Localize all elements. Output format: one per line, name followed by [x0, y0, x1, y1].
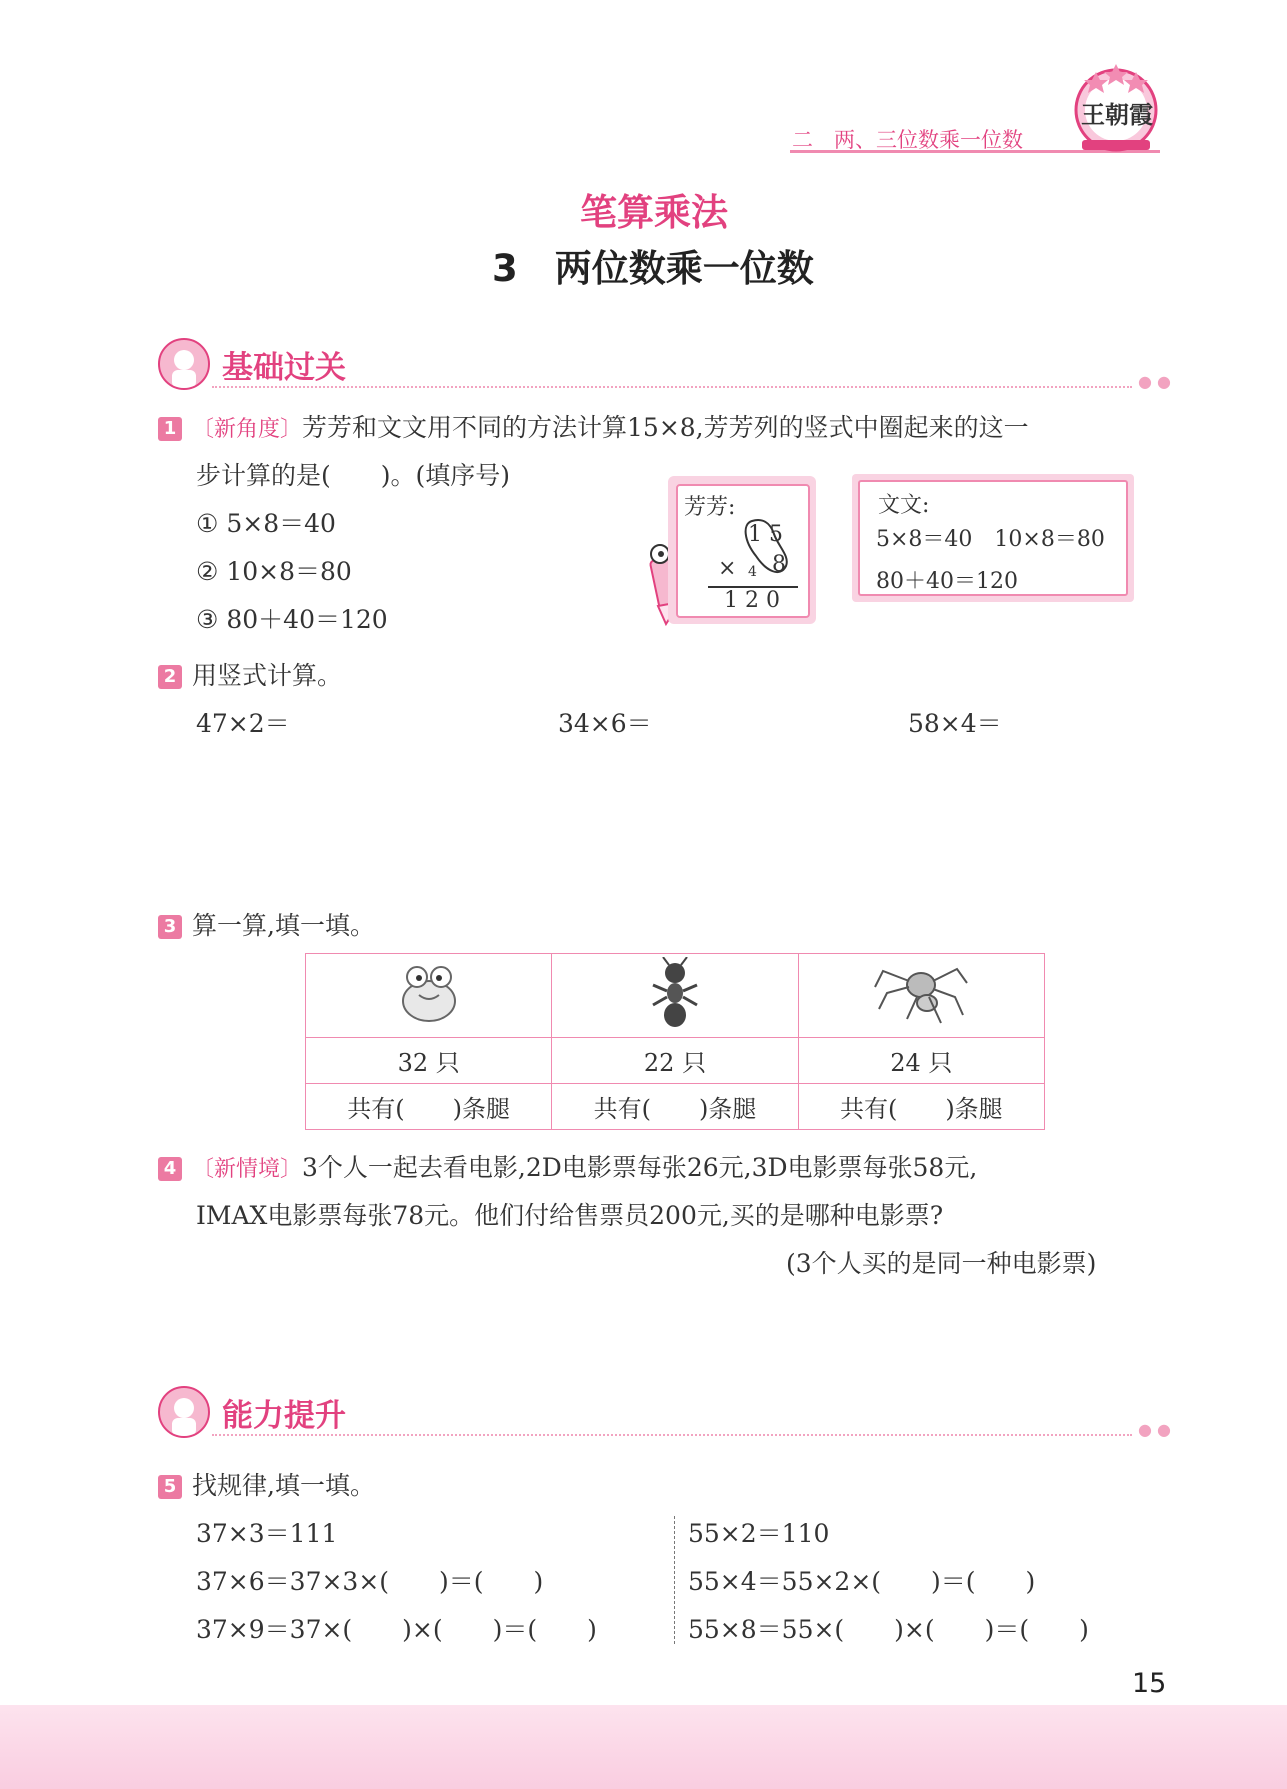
q1-option-2: ② 10×8＝80	[196, 557, 352, 586]
q2-badge: 2	[158, 665, 182, 689]
q4-note: (3个人买的是同一种电影票)	[786, 1249, 1097, 1278]
dots-icon: ● ●	[1138, 372, 1172, 391]
q1-option-3: ③ 80＋40＝120	[196, 605, 388, 634]
dots-icon-2: ● ●	[1138, 1420, 1172, 1439]
fangfang-top-digits: 1 5	[748, 522, 783, 547]
page-number: 15	[1132, 1668, 1167, 1699]
spider-cell	[798, 954, 1044, 1038]
bottom-band	[0, 1705, 1287, 1789]
q1-tag: 〔新角度〕	[192, 417, 303, 442]
count-spider: 24 只	[798, 1038, 1044, 1084]
q4-tag: 〔新情境〕	[192, 1157, 303, 1182]
frog-cell	[306, 954, 552, 1038]
q2-heading	[158, 656, 342, 692]
brand-name: 王朝霞	[1081, 100, 1153, 129]
q2-item-3: 58×4＝	[908, 709, 1002, 738]
frog-icon	[389, 957, 469, 1029]
wenwen-label: 文文:	[878, 493, 930, 518]
q4-line2: IMAX电影票每张78元。他们付给售票员200元,买的是哪种电影票?	[196, 1201, 944, 1230]
legs-ant: 共有( )条腿	[552, 1084, 798, 1130]
q3-badge: 3	[158, 915, 182, 939]
lesson-title: 3 两位数乘一位数	[492, 247, 814, 290]
q2-item-2: 34×6＝	[558, 709, 652, 738]
chapter-title: 二 两、三位数乘一位数	[792, 128, 1023, 152]
ant-icon	[645, 957, 705, 1029]
q3-text: 算一算,填一填。	[192, 911, 375, 940]
q5-right-2: 55×4＝55×2×( )＝( )	[688, 1567, 1036, 1596]
q5-left-2: 37×6＝37×3×( )＝( )	[196, 1567, 544, 1596]
q1-line2: 步计算的是( )。(填序号)	[196, 461, 511, 490]
section-avatar-icon	[158, 338, 210, 390]
section-avatar-icon-2	[158, 1386, 210, 1438]
fangfang-label: 芳芳:	[684, 495, 736, 520]
q4-line1	[158, 1148, 977, 1184]
page-title: 笔算乘法	[580, 191, 728, 234]
q1-text: 芳芳和文文用不同的方法计算15×8,芳芳列的竖式中圈起来的这一	[302, 413, 1029, 442]
q5-left-3: 37×9＝37×( )×( )＝( )	[196, 1615, 597, 1644]
q2-text: 用竖式计算。	[192, 661, 343, 690]
legs-spider: 共有( )条腿	[798, 1084, 1044, 1130]
fangfang-result: 1 2 0	[724, 588, 780, 613]
section-title-advance: 能力提升	[222, 1398, 346, 1434]
count-frog: 32 只	[306, 1038, 552, 1084]
q4-text: 3个人一起去看电影,2D电影票每张26元,3D电影票每张58元,	[302, 1153, 978, 1182]
q5-left-1: 37×3＝111	[196, 1519, 338, 1548]
fangfang-multiplier: 8	[772, 552, 786, 577]
q5-right-3: 55×8＝55×( )×( )＝( )	[688, 1615, 1089, 1644]
wenwen-card	[852, 474, 1134, 602]
q2-item-1: 47×2＝	[196, 709, 290, 738]
spider-icon	[871, 957, 971, 1029]
wenwen-line1: 5×8＝40 10×8＝80	[876, 527, 1105, 552]
q5-divider	[674, 1516, 675, 1644]
count-ant: 22 只	[552, 1038, 798, 1084]
q5-badge: 5	[158, 1475, 182, 1499]
legs-frog: 共有( )条腿	[306, 1084, 552, 1130]
section-divider-2	[212, 1434, 1132, 1436]
wenwen-line2: 80＋40＝120	[876, 569, 1018, 594]
fangfang-card	[668, 476, 816, 624]
q4-badge: 4	[158, 1157, 182, 1181]
q5-heading	[158, 1466, 375, 1502]
q1-line1	[158, 408, 1029, 444]
section-title-basic: 基础过关	[222, 350, 346, 386]
ant-cell	[552, 954, 798, 1038]
fangfang-times: ×	[718, 556, 737, 581]
q5-right-1: 55×2＝110	[688, 1519, 830, 1548]
animal-table	[305, 953, 1045, 1130]
q1-badge: 1	[158, 417, 182, 441]
q1-option-1: ① 5×8＝40	[196, 509, 336, 538]
fangfang-carry: 4	[748, 564, 757, 580]
q3-heading	[158, 906, 375, 942]
section-divider	[212, 386, 1132, 388]
q5-text: 找规律,填一填。	[192, 1471, 375, 1500]
